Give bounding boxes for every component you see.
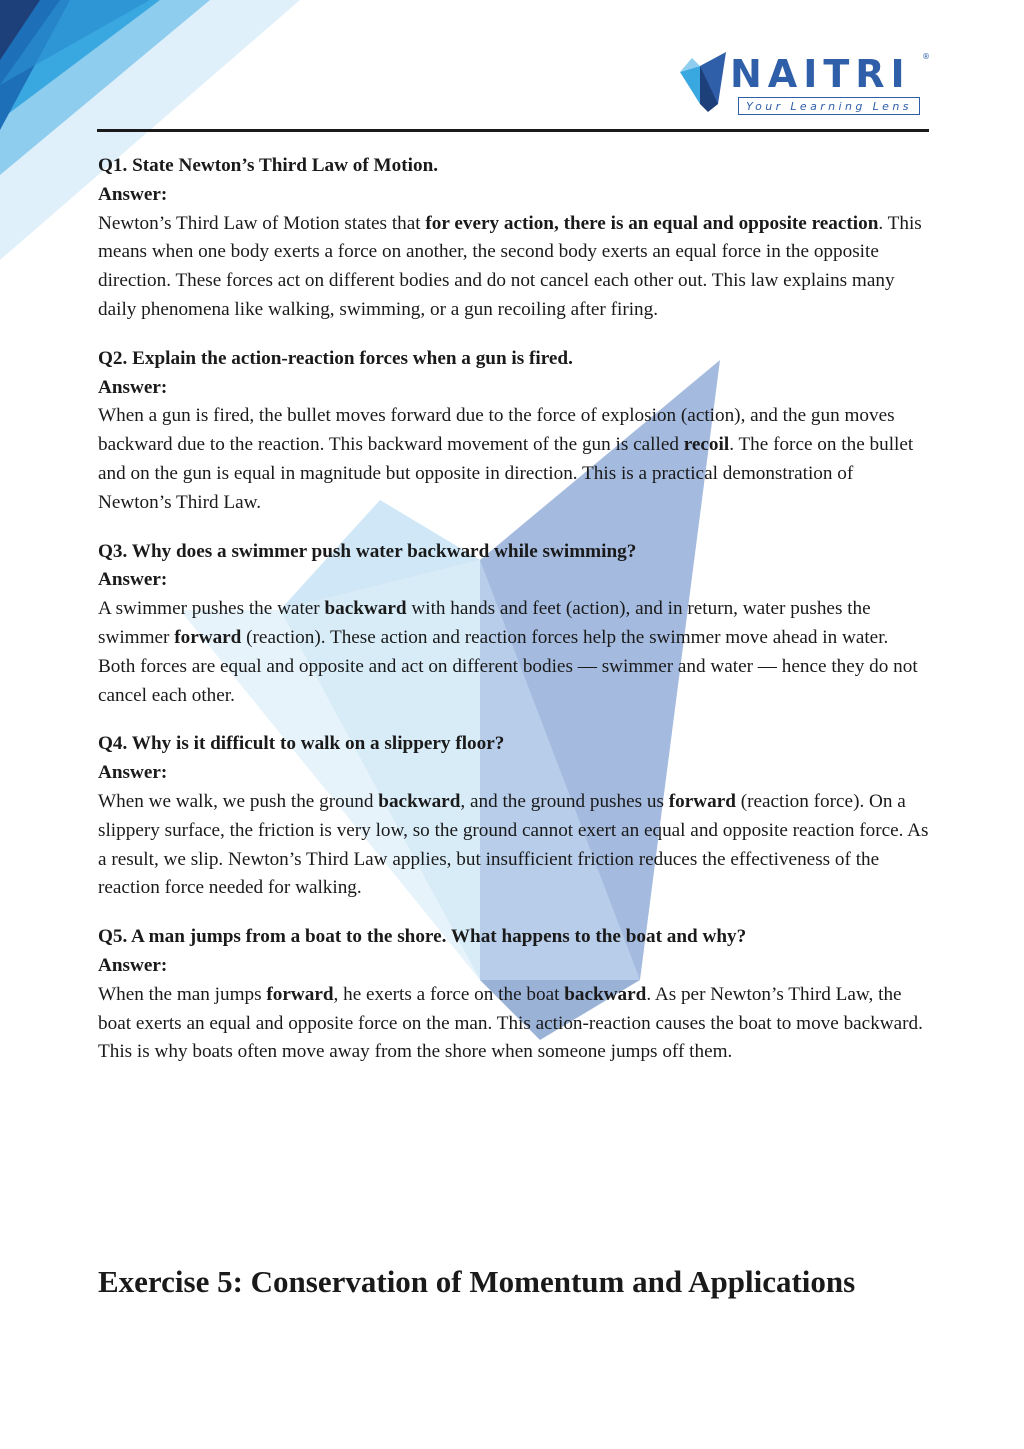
answer-label: Answer: bbox=[98, 954, 168, 976]
answer-segment: A swimmer pushes the water bbox=[98, 598, 325, 620]
answer-text bbox=[98, 981, 930, 1067]
answer-emphasis: forward bbox=[668, 790, 736, 812]
naitri-logo bbox=[678, 50, 928, 120]
answer-segment: . The force on the bullet and on the gun is equal in magnitude but opposite in direction. This is a practical demonstration of Newton’s Third Law. bbox=[98, 434, 914, 513]
answer-segment: When a gun is fired, the bullet moves forward due to the force of explosion (action), and the gun moves backward due to the reaction. This backward movement of the gun is called bbox=[98, 405, 895, 456]
question-text: Q4. Why is it difficult to walk on a slippery floor? bbox=[98, 733, 505, 755]
answer-emphasis: backward bbox=[324, 598, 407, 620]
answer-segment: with hands and feet (action), and in return, water pushes the swimmer bbox=[98, 598, 871, 648]
answer-segment: . This means when one body exerts a force on another, the second body exerts an equal force in the opposite direction. These forces act on different bodies and do not cancel each other out. This law explains many daily phenomena like walking, swimming, or a gun recoiling after firing. bbox=[98, 212, 922, 320]
answer-text bbox=[98, 595, 930, 710]
answer-emphasis: backward bbox=[564, 983, 647, 1005]
answer-emphasis: forward bbox=[266, 983, 334, 1005]
header-rule bbox=[97, 129, 929, 132]
exercise-heading: Exercise 5: Conservation of Momentum and Applications bbox=[98, 1264, 856, 1299]
answer-segment: , he exerts a force on the boat bbox=[333, 983, 565, 1005]
logo-name: NAITRI bbox=[730, 52, 911, 96]
qa-block bbox=[98, 538, 930, 711]
answer-segment: When we walk, we push the ground bbox=[98, 790, 379, 812]
registered-mark: ® bbox=[922, 52, 930, 61]
answer-label: Answer: bbox=[98, 183, 168, 205]
answer-label: Answer: bbox=[98, 569, 168, 591]
origami-bird-icon bbox=[678, 52, 728, 114]
answer-segment: . As per Newton’s Third Law, the boat exerts an equal and opposite force on the man. This action-reaction causes the boat to move backward. This is why boats often move away from the shore when someone jumps off them. bbox=[98, 983, 923, 1063]
answer-segment: , and the ground pushes us bbox=[460, 790, 669, 812]
answer-text bbox=[98, 788, 930, 903]
question-text: Q5. A man jumps from a boat to the shore. What happens to the boat and why? bbox=[98, 926, 747, 948]
question-text: Q2. Explain the action-reaction forces when a gun is fired. bbox=[98, 347, 573, 369]
question-text: Q3. Why does a swimmer push water backward while swimming? bbox=[98, 540, 637, 562]
qa-content bbox=[98, 152, 930, 1087]
answer-label: Answer: bbox=[98, 376, 168, 398]
answer-label: Answer: bbox=[98, 762, 168, 784]
logo-tagline: Your Learning Lens bbox=[738, 97, 920, 115]
qa-block bbox=[98, 923, 930, 1067]
answer-emphasis: forward bbox=[174, 626, 242, 648]
qa-block bbox=[98, 152, 930, 325]
qa-block bbox=[98, 730, 930, 903]
answer-emphasis: for every action, there is an equal and opposite reaction bbox=[425, 212, 879, 234]
answer-emphasis: backward bbox=[378, 790, 461, 812]
answer-text bbox=[98, 402, 930, 517]
answer-segment: (reaction). These action and reaction forces help the swimmer move ahead in water. Both forces are equal and opposite and act on different bodies — swimmer and water — hence they do not cancel each other. bbox=[98, 626, 918, 706]
answer-segment: Newton’s Third Law of Motion states that bbox=[98, 212, 426, 234]
answer-segment: When the man jumps bbox=[98, 983, 267, 1005]
answer-segment: (reaction force). On a slippery surface, the friction is very low, so the ground cannot exert an equal and opposite reaction force. As a result, we slip. Newton’s Third Law applies, but insufficient friction reduces the effectiveness of the reaction force needed for walking. bbox=[98, 790, 929, 899]
answer-text bbox=[98, 210, 930, 325]
qa-block bbox=[98, 345, 930, 518]
answer-emphasis: recoil bbox=[683, 434, 730, 456]
question-text: Q1. State Newton’s Third Law of Motion. bbox=[98, 155, 439, 176]
